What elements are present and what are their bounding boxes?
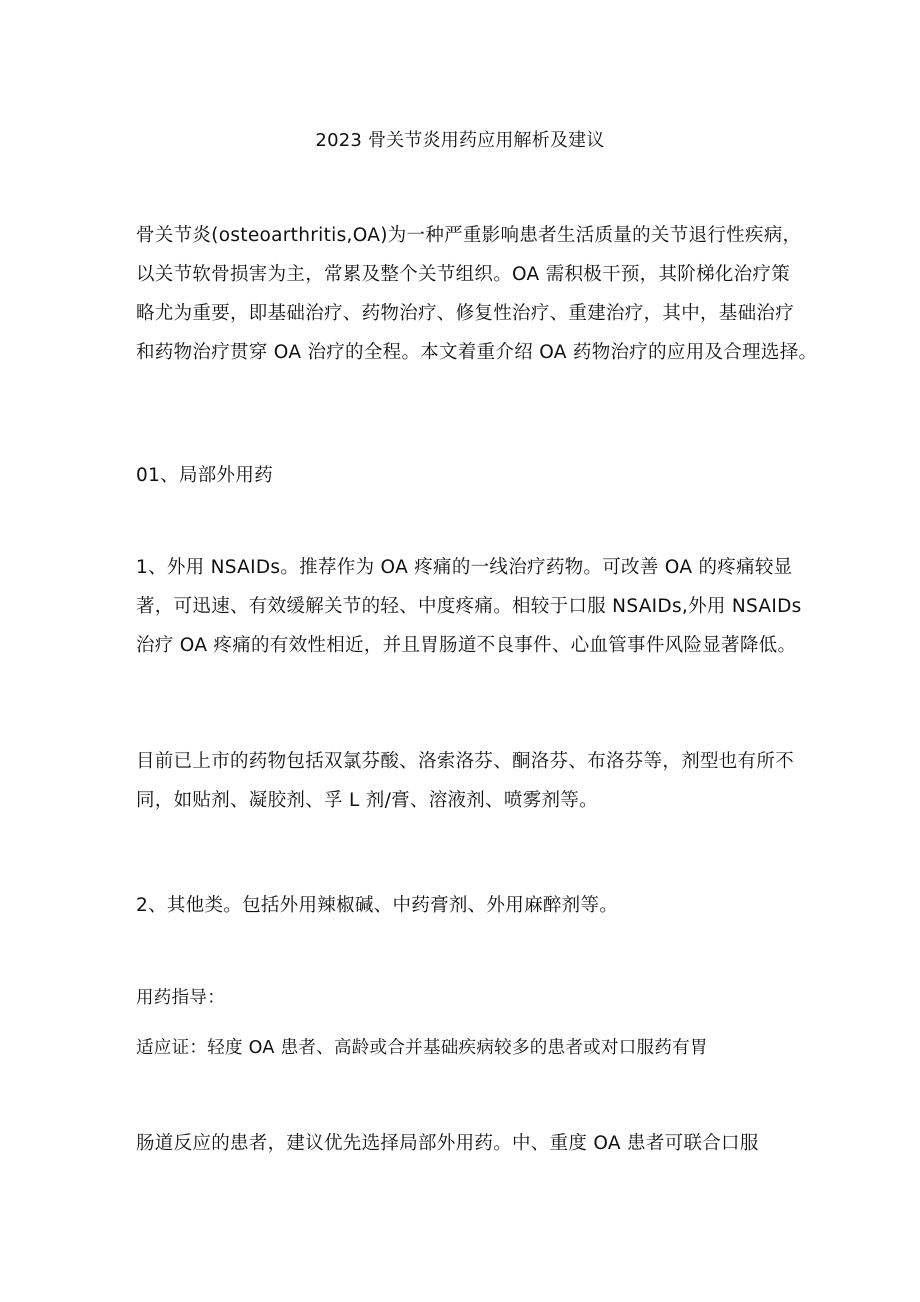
item-other-topicals bbox=[136, 886, 796, 925]
paragraph-line: 以关节软骨损害为主，常累及整个关节组织。OA 需积极干预，其阶梯化治疗策 bbox=[136, 264, 791, 285]
paragraph-line: 著，可迅速、有效缓解关节的轻、中度疼痛。相较于口服 NSAIDs,外用 NSAIDs bbox=[136, 596, 802, 617]
paragraph-line: 肠道反应的患者，建议优先选择局部外用药。中、重度 OA 患者可联合口服 bbox=[136, 1133, 759, 1154]
current-drugs-paragraph bbox=[136, 742, 796, 820]
paragraph-line: 1、外用 NSAIDs。推荐作为 OA 疼痛的一线治疗药物。可改善 OA 的疼痛较显 bbox=[136, 557, 793, 578]
indication-line bbox=[136, 1032, 796, 1064]
intro-paragraph bbox=[136, 216, 818, 372]
paragraph-line: 略尤为重要，即基础治疗、药物治疗、修复性治疗、重建治疗，其中，基础治疗 bbox=[136, 303, 795, 324]
guidance-heading-text: 用药指导： bbox=[136, 988, 225, 1008]
paragraph-line: 治疗 OA 疼痛的有效性相近，并且胃肠道不良事件、心血管事件风险显著降低。 bbox=[136, 635, 797, 656]
guidance-heading bbox=[136, 982, 796, 1014]
item-topical-nsaids bbox=[136, 548, 802, 665]
paragraph-line: 2、其他类。包括外用辣椒碱、中药膏剂、外用麻醉剂等。 bbox=[136, 895, 619, 916]
indication-text: 适应证：轻度 OA 患者、高龄或合并基础疾病较多的患者或对口服药有胃 bbox=[136, 1038, 708, 1058]
paragraph-line: 和药物治疗贯穿 OA 治疗的全程。本文着重介绍 OA 药物治疗的应用及合理选择。 bbox=[136, 342, 818, 363]
document-title: 2023 骨关节炎用药应用解析及建议 bbox=[315, 130, 605, 151]
paragraph-line: 目前已上市的药物包括双氯芬酸、洛索洛芬、酮洛芬、布洛芬等，剂型也有所不 bbox=[136, 751, 795, 772]
section-heading-text: 01、局部外用药 bbox=[136, 465, 273, 486]
paragraph-line: 同，如贴剂、凝胶剂、孚 L 剂/膏、溶液剂、喷雾剂等。 bbox=[136, 790, 598, 811]
section-heading-topical bbox=[136, 456, 796, 495]
paragraph-line: 骨关节炎(osteoarthritis,OA)为一种严重影响患者生活质量的关节退行性疾病， bbox=[136, 225, 802, 246]
continuation-paragraph bbox=[136, 1124, 796, 1163]
